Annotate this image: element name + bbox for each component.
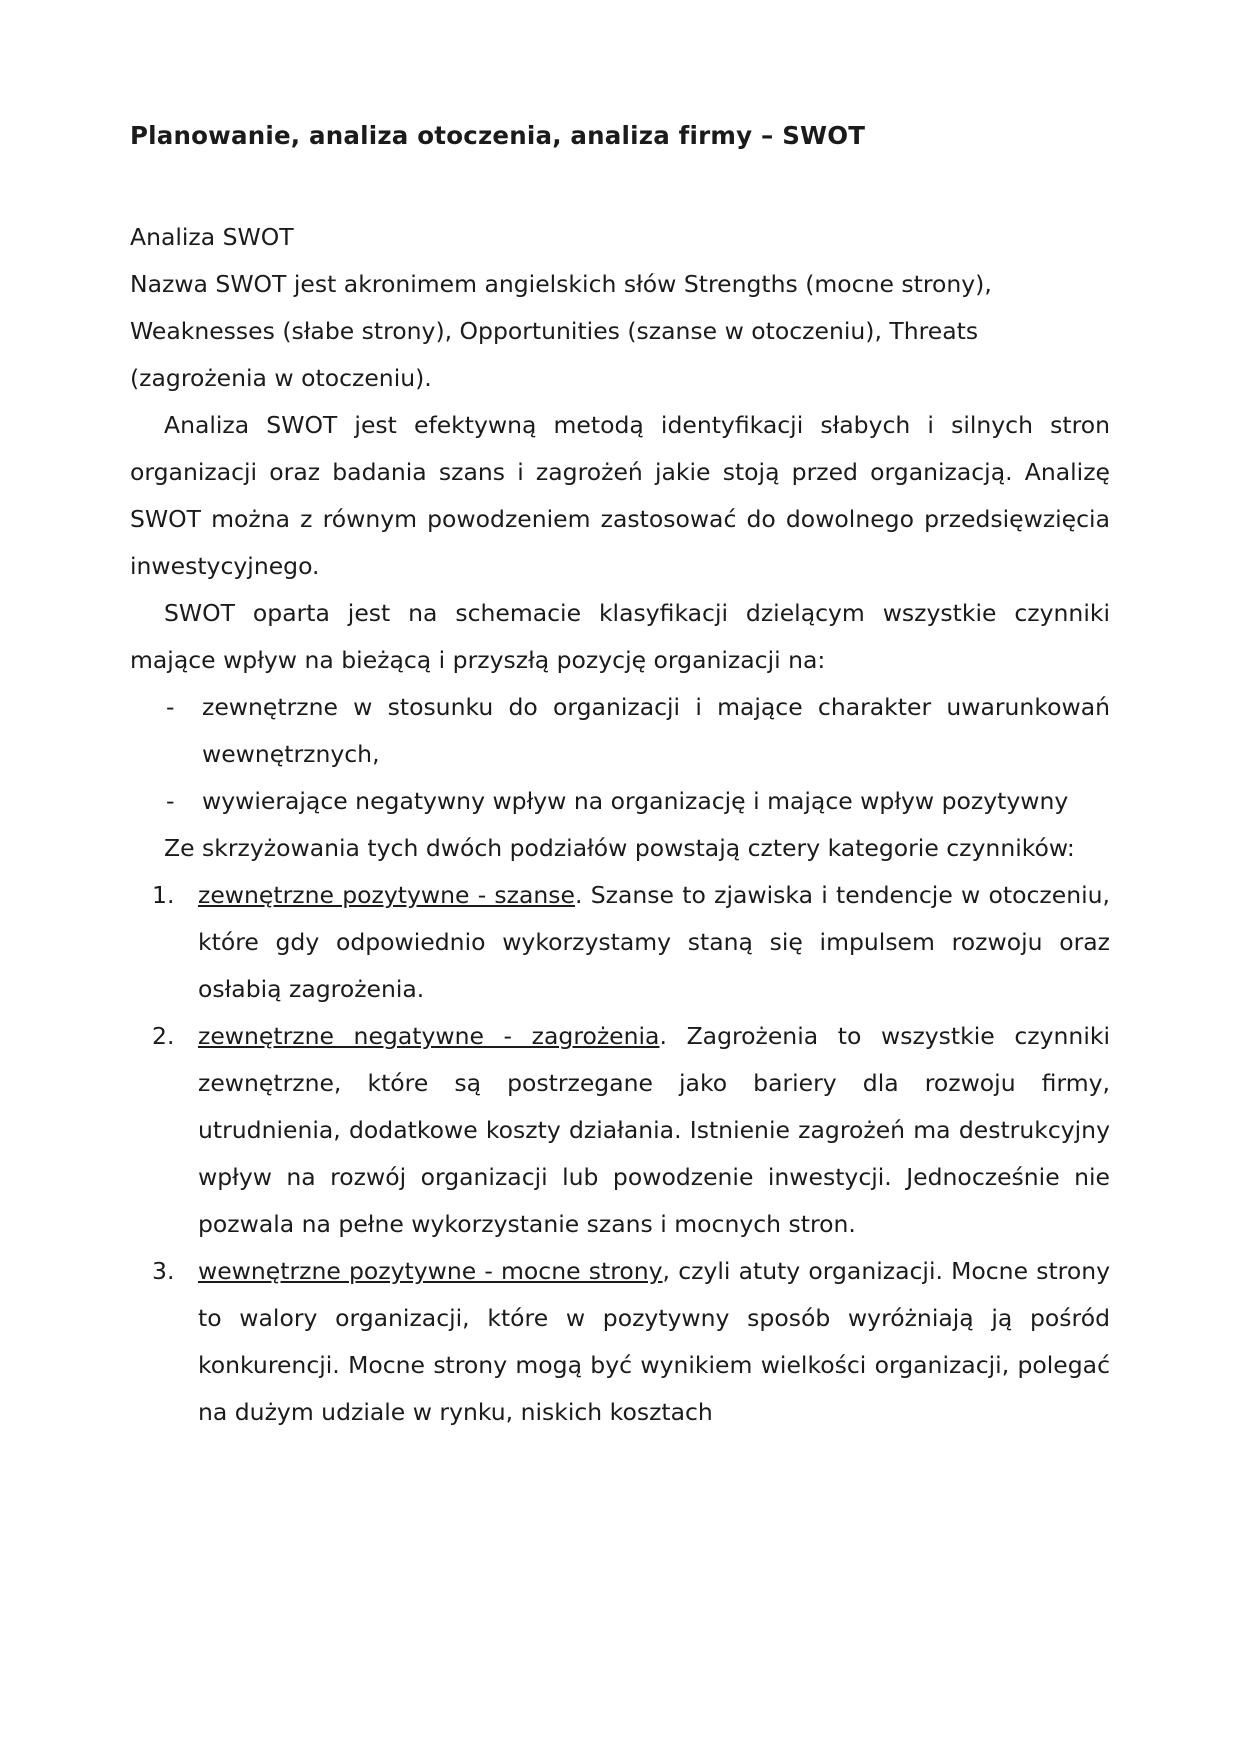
list-item-term: wewnętrzne pozytywne - mocne strony [198, 1256, 663, 1285]
list-item [130, 1013, 1110, 1248]
dash-list [130, 684, 1110, 825]
list-item [130, 684, 1110, 778]
list-item-term: zewnętrzne negatywne - zagrożenia [198, 1021, 660, 1050]
list-item [130, 1248, 1110, 1436]
page-title: Planowanie, analiza otoczenia, analiza firmy – SWOT [130, 121, 866, 150]
list-item-term: zewnętrzne pozytywne - szanse [198, 880, 576, 909]
list-item [130, 872, 1110, 1013]
paragraph-metoda-identyfikacji: Analiza SWOT jest efektywną metodą identyfikacji słabych i silnych stron organizacji oraz badania szans i zagrożeń jakie stoją przed organizacją. Analizę SWOT można z równym powodzeniem zastosować do dowolnego przedsięwzięcia inwestycyjnego. [130, 410, 1110, 580]
paragraph-schemat-klasyfikacji: SWOT oparta jest na schemacie klasyfikacji dzielącym wszystkie czynniki mające wpływ na bieżącą i przyszłą pozycję organizacji na: [130, 598, 1110, 674]
paragraph-definicja-akronimu: Nazwa SWOT jest akronimem angielskich słów Strengths (mocne strony), Weaknesses (słabe strony), Opportunities (szanse w otoczeniu), Threats (zagrożenia w otoczeniu). [130, 269, 992, 392]
section-heading-analiza-swot: Analiza SWOT [130, 222, 294, 251]
list-item-text: wywierające negatywny wpływ na organizację i mające wpływ pozytywny [202, 786, 1069, 815]
numbered-list [130, 872, 1110, 1436]
title-spacer [130, 152, 1110, 214]
list-item-text: . Szanse to zjawiska i tendencje w otoczeniu, które gdy odpowiednio wykorzystamy staną się impulsem rozwoju oraz osłabią zagrożenia. [198, 880, 1110, 1003]
list-item-text: , czyli atuty organizacji. Mocne strony to walory organizacji, które w pozytywny sposób wyróżniają ją pośród konkurencji. Mocne strony mogą być wynikiem wielkości organizacji, polegać na dużym udziale w rynku, niskich kosztach [198, 1256, 1110, 1426]
dash-marker: - [166, 786, 175, 815]
list-item-text: . Zagrożenia to wszystkie czynniki zewnętrzne, które są postrzegane jako bariery dla rozwoju firmy, utrudnienia, dodatkowe koszty działania. Istnienie zagrożeń ma destrukcyjny wpływ na rozwój organizacji lub powodzenie inwestycji. Jednocześnie nie pozwala na pełne wykorzystanie szans i mocnych stron. [198, 1021, 1110, 1238]
dash-marker: - [166, 692, 175, 721]
list-marker: 2. [152, 1021, 175, 1050]
list-item-text: zewnętrzne w stosunku do organizacji i mające charakter uwarunkowań wewnętrznych, [202, 692, 1110, 768]
paragraph-cztery-kategorie: Ze skrzyżowania tych dwóch podziałów powstają cztery kategorie czynników: [164, 833, 1075, 862]
list-marker: 1. [152, 880, 175, 909]
list-marker: 3. [152, 1256, 175, 1285]
list-item [130, 778, 1110, 825]
